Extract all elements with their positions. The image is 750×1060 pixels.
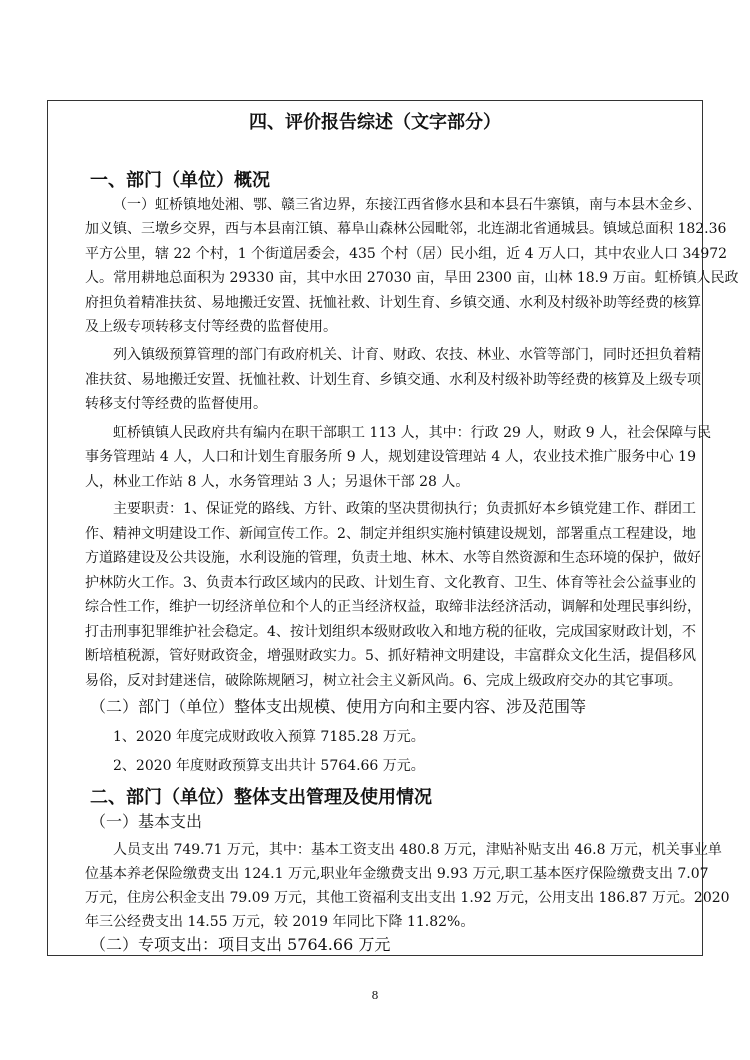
list-item: 2、2020 年度财政预算支出共计 5764.66 万元。 xyxy=(113,758,425,774)
paragraph-line: 主要职责：1、保证党的路线、方针、政策的坚决贯彻执行；负责抓好本乡镇党建工作、群团工 xyxy=(113,501,696,517)
paragraph-line: 及上级专项转移支付等经费的监督使用。 xyxy=(85,319,337,335)
paragraph-line: 作、精神文明建设工作、新闻宣传工作。2、制定并组织实施村镇建设规划，部署重点工程建设，地 xyxy=(85,526,696,542)
paragraph-line: 府担负着精准扶贫、易地搬迁安置、抚恤社救、计划生育、乡镇交通、水利及村级补助等经费的核算 xyxy=(85,295,701,311)
paragraph-line: （一）虹桥镇地处湘、鄂、赣三省边界，东接江西省修水县和本县石牛寨镇，南与本县木金乡、 xyxy=(113,197,701,213)
section-heading: 一、部门（单位）概况 xyxy=(90,170,270,191)
paragraph-line: 加义镇、三墩乡交界，西与本县南江镇、幕阜山森林公园毗邻，北连湖北省通城县。镇域总面积 182.36 xyxy=(85,221,727,237)
paragraph-line: 人，林业工作站 8 人，水务管理站 3 人；另退休干部 28 人。 xyxy=(85,474,470,490)
paragraph-line: 人员支出 749.71 万元，其中：基本工资支出 480.8 万元，津贴补贴支出 46.8 万元，机关事业单 xyxy=(113,842,722,858)
subsection-heading: （二）部门（单位）整体支出规模、使用方向和主要内容、涉及范围等 xyxy=(90,697,587,716)
subsection-heading: （二）专项支出：项目支出 5764.66 万元 xyxy=(90,935,391,954)
paragraph-line: 打击刑事犯罪维护社会稳定。4、按计划组织本级财政收入和地方税的征收，完成国家财政计划，不 xyxy=(85,624,696,640)
paragraph-line: 列入镇级预算管理的部门有政府机关、计育、财政、农技、林业、水管等部门，同时还担负着精 xyxy=(113,347,701,363)
subsection-heading: （一）基本支出 xyxy=(90,812,203,831)
list-item: 1、2020 年度完成财政收入预算 7185.28 万元。 xyxy=(113,729,425,745)
paragraph-line: 方道路建设及公共设施，水利设施的管理，负责土地、林木、水等自然资源和生态环境的保护，做好 xyxy=(85,550,701,566)
page-number: 8 xyxy=(371,989,379,1002)
paragraph-line: 年三公经费支出 14.55 万元，较 2019 年同比下降 11.82%。 xyxy=(85,914,475,930)
paragraph-line: 事务管理站 4 人，人口和计划生育服务所 9 人，规划建设管理站 4 人，农业技术推广服务中心 19 xyxy=(85,449,696,465)
paragraph-line: 人。常用耕地总面积为 29330 亩，其中水田 27030 亩，旱田 2300 亩，山林 18.9 万亩。虹桥镇人民政 xyxy=(85,270,739,286)
paragraph-line: 护林防火工作。3、负责本行政区域内的民政、计划生育、文化教育、卫生、体育等社会公益事业的 xyxy=(85,575,696,591)
paragraph-line: 综合性工作，维护一切经济单位和个人的正当经济权益，取缔非法经济活动，调解和处理民事纠纷， xyxy=(85,599,701,615)
section-heading: 二、部门（单位）整体支出管理及使用情况 xyxy=(90,787,432,808)
paragraph-line: 虹桥镇镇人民政府共有编内在职干部职工 113 人，其中：行政 29 人，财政 9 人，社会保障与民 xyxy=(113,425,712,441)
paragraph-line: 准扶贫、易地搬迁安置、抚恤社救、计划生育、乡镇交通、水利及村级补助等经费的核算及上级专项 xyxy=(85,372,701,388)
paragraph-line: 易俗，反对封建迷信，破除陈规陋习，树立社会主义新风尚。6、完成上级政府交办的其它事项。 xyxy=(85,673,682,689)
paragraph-line: 万元，住房公积金支出 79.09 万元，其他工资福利支出支出 1.92 万元，公用支出 186.87 万元。2020 xyxy=(85,890,730,906)
paragraph-line: 转移支付等经费的监督使用。 xyxy=(85,396,267,412)
paragraph-line: 断培植税源，管好财政资金，增强财政实力。5、抓好精神文明建设，丰富群众文化生活，提倡移风 xyxy=(85,648,696,664)
paragraph-line: 平方公里，辖 22 个村，1 个街道居委会，435 个村（居）民小组，近 4 万人口，其中农业人口 34972 xyxy=(85,246,728,262)
paragraph-line: 位基本养老保险缴费支出 124.1 万元,职业年金缴费支出 9.93 万元,职工基本医疗保险缴费支出 7.07 xyxy=(85,866,709,882)
report-title: 四、评价报告综述（文字部分） xyxy=(249,112,501,133)
